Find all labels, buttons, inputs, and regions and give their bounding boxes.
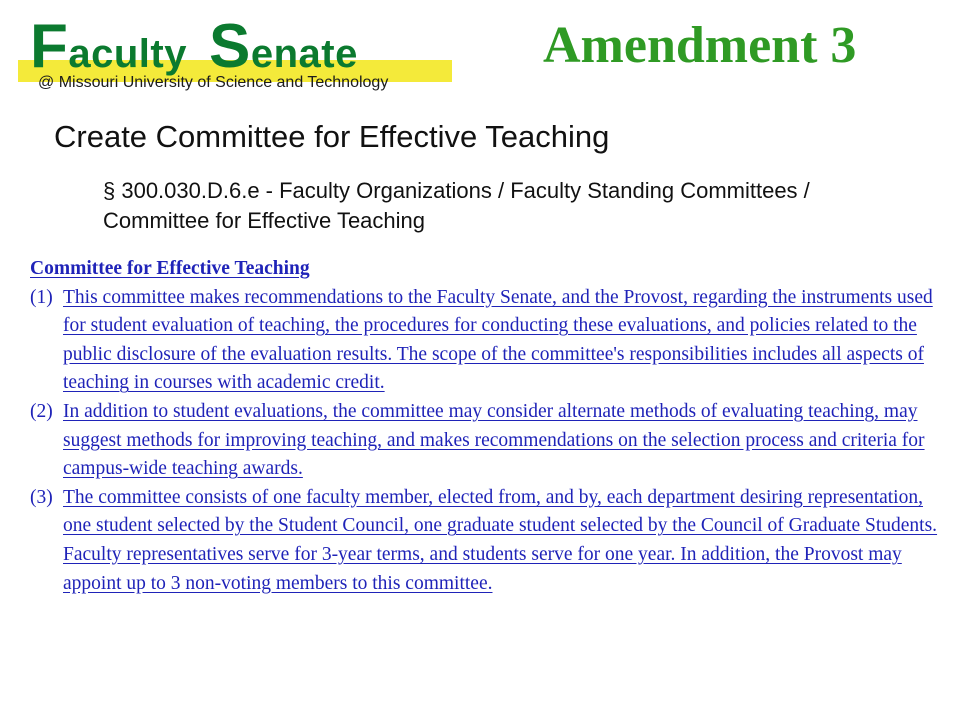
item-number: (3) xyxy=(30,486,53,508)
logo-title-cap-f: F xyxy=(30,12,69,81)
logo-title-cap-s: S xyxy=(208,12,251,81)
item-text: The committee consists of one faculty member, elected from, and by, each department desiring representation, one student selected by the Student Council, one graduate student selected by the Council of Graduate Students. Faculty representatives serve for 3-year terms, and students serve for one year. In addition, the Provost may appoint up to 3 non-voting members to this committee. xyxy=(63,486,938,594)
page-heading: Create Committee for Effective Teaching xyxy=(54,119,610,154)
faculty-senate-logo xyxy=(16,12,456,100)
amendment-item-3 xyxy=(30,484,940,598)
logo-title-rest-1: aculty xyxy=(68,32,187,76)
section-reference: § 300.030.D.6.e - Faculty Organizations / Faculty Standing Committees / Committee for Effective Teaching xyxy=(103,178,810,233)
logo-subtitle: @ Missouri University of Science and Technology xyxy=(38,74,389,91)
amendment-item-1 xyxy=(30,284,940,398)
item-text: This committee makes recommendations to the Faculty Senate, and the Provost, regarding the instruments used for student evaluation of teaching, the procedures for conducting these evaluations, and policies related to the public disclosure of the evaluation results. The scope of the committee's responsibilities includes all aspects of teaching in courses with academic credit. xyxy=(63,286,933,394)
amendment-text xyxy=(30,255,940,598)
item-text: In addition to student evaluations, the committee may consider alternate methods of evaluating teaching, may suggest methods for improving teaching, and makes recommendations on the selection process and criteria for campus-wide teaching awards. xyxy=(63,400,925,480)
item-number: (2) xyxy=(30,400,53,422)
amendment-item-2 xyxy=(30,398,940,484)
slide-title: Amendment 3 xyxy=(543,17,857,74)
logo-title-rest-2: enate xyxy=(250,32,358,76)
committee-title: Committee for Effective Teaching xyxy=(30,258,310,279)
item-number: (1) xyxy=(30,286,53,308)
